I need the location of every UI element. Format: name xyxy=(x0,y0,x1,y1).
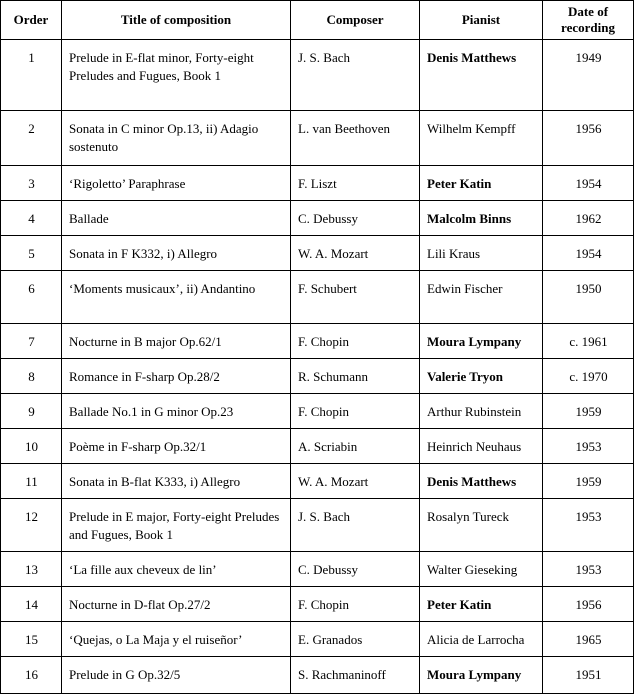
cell-date: c. 1961 xyxy=(543,324,634,359)
table-row xyxy=(1,201,634,236)
table-row xyxy=(1,464,634,499)
cell-order: 9 xyxy=(1,394,62,429)
header-date: Date of recording xyxy=(543,1,634,40)
header-title: Title of composition xyxy=(62,1,291,40)
cell-order: 10 xyxy=(1,429,62,464)
table-row xyxy=(1,271,634,324)
cell-order: 4 xyxy=(1,201,62,236)
cell-pianist: Denis Matthews xyxy=(420,40,543,111)
table-row xyxy=(1,394,634,429)
table-row xyxy=(1,552,634,587)
cell-date: 1949 xyxy=(543,40,634,111)
cell-date: 1956 xyxy=(543,111,634,166)
cell-pianist: Walter Gieseking xyxy=(420,552,543,587)
cell-title: ‘Moments musicaux’, ii) Andantino xyxy=(62,271,291,324)
cell-order: 15 xyxy=(1,622,62,657)
cell-date: 1965 xyxy=(543,622,634,657)
cell-pianist: Wilhelm Kempff xyxy=(420,111,543,166)
cell-order: 13 xyxy=(1,552,62,587)
cell-composer: F. Chopin xyxy=(291,324,420,359)
cell-date: 1962 xyxy=(543,201,634,236)
cell-composer: F. Chopin xyxy=(291,394,420,429)
cell-pianist: Heinrich Neuhaus xyxy=(420,429,543,464)
cell-order: 11 xyxy=(1,464,62,499)
cell-composer: F. Liszt xyxy=(291,166,420,201)
header-pianist: Pianist xyxy=(420,1,543,40)
cell-composer: W. A. Mozart xyxy=(291,236,420,271)
cell-composer: E. Granados xyxy=(291,622,420,657)
cell-title: Romance in F-sharp Op.28/2 xyxy=(62,359,291,394)
cell-date: 1959 xyxy=(543,394,634,429)
cell-order: 14 xyxy=(1,587,62,622)
cell-order: 5 xyxy=(1,236,62,271)
cell-composer: R. Schumann xyxy=(291,359,420,394)
table-row xyxy=(1,359,634,394)
cell-date: 1953 xyxy=(543,499,634,552)
header-composer: Composer xyxy=(291,1,420,40)
table-row xyxy=(1,429,634,464)
cell-order: 12 xyxy=(1,499,62,552)
header-order: Order xyxy=(1,1,62,40)
cell-title: Sonata in C minor Op.13, ii) Adagio sostenuto xyxy=(62,111,291,166)
cell-pianist: Moura Lympany xyxy=(420,657,543,694)
cell-pianist: Arthur Rubinstein xyxy=(420,394,543,429)
cell-pianist: Alicia de Larrocha xyxy=(420,622,543,657)
cell-title: Ballade No.1 in G minor Op.23 xyxy=(62,394,291,429)
cell-date: 1954 xyxy=(543,236,634,271)
cell-title: Ballade xyxy=(62,201,291,236)
table-row xyxy=(1,622,634,657)
cell-composer: F. Chopin xyxy=(291,587,420,622)
cell-composer: C. Debussy xyxy=(291,201,420,236)
cell-date: 1951 xyxy=(543,657,634,694)
cell-title: Poème in F-sharp Op.32/1 xyxy=(62,429,291,464)
cell-title: ‘Quejas, o La Maja y el ruiseñor’ xyxy=(62,622,291,657)
cell-date: 1953 xyxy=(543,552,634,587)
cell-composer: F. Schubert xyxy=(291,271,420,324)
table-row xyxy=(1,587,634,622)
cell-order: 3 xyxy=(1,166,62,201)
cell-title: Nocturne in B major Op.62/1 xyxy=(62,324,291,359)
cell-pianist: Malcolm Binns xyxy=(420,201,543,236)
cell-title: Prelude in G Op.32/5 xyxy=(62,657,291,694)
cell-pianist: Edwin Fischer xyxy=(420,271,543,324)
cell-title: ‘La fille aux cheveux de lin’ xyxy=(62,552,291,587)
cell-composer: A. Scriabin xyxy=(291,429,420,464)
cell-composer: S. Rachmaninoff xyxy=(291,657,420,694)
cell-pianist: Denis Matthews xyxy=(420,464,543,499)
table-row xyxy=(1,111,634,166)
table-row xyxy=(1,40,634,111)
cell-composer: J. S. Bach xyxy=(291,40,420,111)
cell-composer: C. Debussy xyxy=(291,552,420,587)
cell-date: 1956 xyxy=(543,587,634,622)
cell-order: 6 xyxy=(1,271,62,324)
cell-title: Sonata in B-flat K333, i) Allegro xyxy=(62,464,291,499)
cell-order: 2 xyxy=(1,111,62,166)
cell-title: Prelude in E-flat minor, Forty-eight Preludes and Fugues, Book 1 xyxy=(62,40,291,111)
cell-date: 1959 xyxy=(543,464,634,499)
cell-order: 7 xyxy=(1,324,62,359)
table-row xyxy=(1,657,634,694)
cell-pianist: Lili Kraus xyxy=(420,236,543,271)
cell-order: 8 xyxy=(1,359,62,394)
cell-date: 1950 xyxy=(543,271,634,324)
cell-date: c. 1970 xyxy=(543,359,634,394)
cell-title: Nocturne in D-flat Op.27/2 xyxy=(62,587,291,622)
cell-composer: L. van Beethoven xyxy=(291,111,420,166)
table-row xyxy=(1,499,634,552)
table-row xyxy=(1,166,634,201)
cell-date: 1953 xyxy=(543,429,634,464)
cell-pianist: Valerie Tryon xyxy=(420,359,543,394)
cell-pianist: Rosalyn Tureck xyxy=(420,499,543,552)
cell-title: Sonata in F K332, i) Allegro xyxy=(62,236,291,271)
cell-title: ‘Rigoletto’ Paraphrase xyxy=(62,166,291,201)
table-row xyxy=(1,236,634,271)
cell-pianist: Peter Katin xyxy=(420,166,543,201)
cell-date: 1954 xyxy=(543,166,634,201)
header-row xyxy=(1,1,634,40)
cell-order: 1 xyxy=(1,40,62,111)
cell-composer: J. S. Bach xyxy=(291,499,420,552)
cell-order: 16 xyxy=(1,657,62,694)
cell-pianist: Peter Katin xyxy=(420,587,543,622)
cell-pianist: Moura Lympany xyxy=(420,324,543,359)
table-row xyxy=(1,324,634,359)
cell-composer: W. A. Mozart xyxy=(291,464,420,499)
table-body xyxy=(1,40,634,694)
cell-title: Prelude in E major, Forty-eight Preludes and Fugues, Book 1 xyxy=(62,499,291,552)
